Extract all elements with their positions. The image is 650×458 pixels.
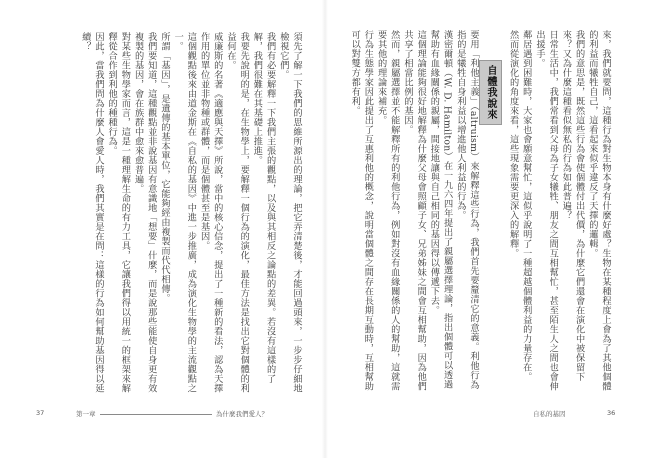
right-page-intro bbox=[507, 30, 612, 392]
right-intro-paragraph: 然而從演化的角度來看，這些現象需要更深入的解釋。 bbox=[507, 30, 519, 258]
left-paragraph: 須先了解一下我們的思維所源出的理論，把它弄清楚後，才能回過頭來，一步步仔細地檢視它們。 bbox=[277, 32, 302, 393]
right-section-paragraph: 漢密爾頓（W. D. Hamilton）在一九六四年提出了親屬選擇理論，指出個體可以透過幫助有血緣關係的親屬，間接地讓與自己相同的基因得以傳遞下去。 bbox=[428, 30, 453, 389]
right-intro-paragraph: 我們的意思是，既然這些行為會使個體付出代價，為什麼它們還會在演化中被保留下來？又為什麼這種看似無私的行為如此普遍？ bbox=[560, 30, 585, 382]
right-page bbox=[325, 0, 650, 458]
right-section-paragraph: 行為生態學家因此提出了互惠利他的概念，說明當個體之間存在長期互動時，互相幫助可以對雙方都有利。 bbox=[349, 30, 374, 391]
left-paragraph: 我們要知道，這種觀點並非說基因有意識地「想要」什麼，而是說那些能使自身更有效複製的基因，會在族群中愈來愈普遍。 bbox=[132, 32, 157, 393]
left-paragraph: 威廉斯的名著《適應與天擇》所說，當中的核心信念，提出了一種新的看法，認為天擇作用的單位並非物種或群體，而是個體甚至是基因。 bbox=[198, 32, 223, 393]
left-paragraph: 這個觀點後來由道金斯在《自私的基因》中進一步推廣，成為演化生物學的主流觀點之一。 bbox=[172, 32, 197, 393]
left-chapter-label: 第一章 bbox=[76, 410, 96, 418]
left-paragraph: 所謂「基因」，是遺傳的基本單位，它能夠經由複製而代代相傳。 bbox=[158, 32, 170, 303]
right-page-number: 36 bbox=[607, 409, 616, 417]
left-page-number: 37 bbox=[36, 409, 45, 417]
left-paragraph: 我們有必要解釋一下我們主張的觀點，以及與其相反之論點的差異。若沒有這樣的了解，我們很難在其基礎上推進。 bbox=[251, 32, 276, 384]
right-intro-paragraph: 日常生活中，我們常看到父母為子女犧牲、朋友之間互相幫忙，甚至陌生人之間也會伸出援手。 bbox=[533, 30, 559, 391]
section-heading: 自體我說來 bbox=[479, 60, 502, 125]
left-paragraph: 因此，當我們問為什麼人會愛人時，我們其實是在問：這樣的行為如何幫助基因得以延續？ bbox=[79, 32, 104, 393]
right-page-section bbox=[349, 30, 480, 392]
left-paragraph: 我要先說明的是，在生物學上，要解釋一個行為的演化，最佳方法是找出它對個體的利益何在。 bbox=[224, 32, 250, 393]
right-section-paragraph: 然而，親屬選擇並不能解釋所有的利他行為，例如對沒有血緣關係的人的幫助，這就需要其他的理論來補充。 bbox=[375, 30, 400, 391]
left-footer-rule bbox=[100, 414, 212, 415]
left-page-body bbox=[48, 32, 303, 394]
right-section-paragraph: 這個理論能夠很好地解釋為什麼父母會照顧子女、兄弟姊妹之間會互相幫助，因為他們共享了相當比例的基因。 bbox=[401, 30, 427, 391]
right-intro-paragraph: 鄰居遇到困難時，大家也會願意幫忙，這似乎說明了一種超越個體利益的力量存在。 bbox=[520, 30, 532, 382]
right-intro-paragraph: 來，我們就要問，這種行為對生物本身有什麼好處？生物在某種程度上會為了其他個體的利益而犧牲自己，這看起來似乎違反了天擇的邏輯。 bbox=[586, 30, 611, 391]
left-running-title: 為什麼我們愛人？ bbox=[216, 410, 268, 418]
right-running-title: 自私的基因 bbox=[533, 410, 566, 418]
left-paragraph: 對某些生物學家而言，這是一種理解生命的有力工具，它讓我們得以用統一的框架來解釋從合作到利他的種種行為。 bbox=[106, 32, 131, 393]
right-section-paragraph: 要用「利他主義」（altruism）來解釋這些行為，我們首先要釐清它的意義。利他行為指的是犧牲自身利益以增進他人利益的行為。 bbox=[454, 30, 479, 390]
